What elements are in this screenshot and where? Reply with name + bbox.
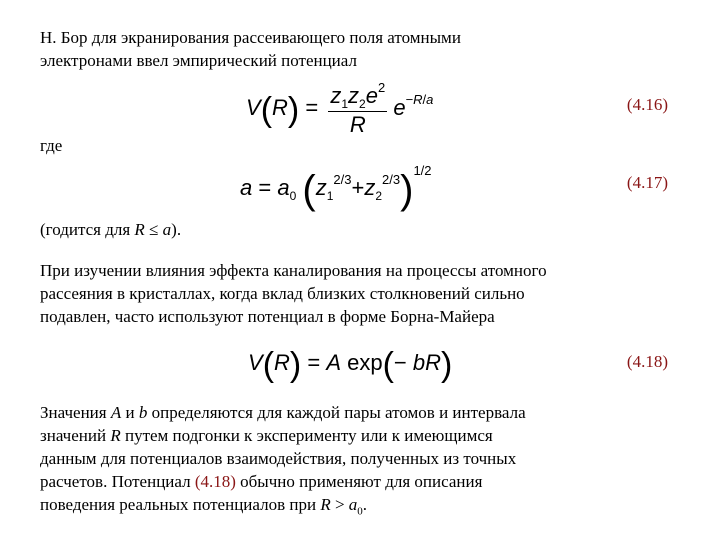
validity-note	[40, 218, 181, 241]
parameters-line-5: поведения реальных потенциалов при $R > a_0$.	[40, 495, 368, 518]
validity-var-R: R	[134, 220, 145, 239]
validity-le: ≤	[144, 220, 163, 239]
equation-reference-4-18[interactable]: (4.18)	[194, 472, 236, 491]
intro-line-2: электронами ввел эмпирический потенциал	[40, 51, 357, 70]
eq-4-16-fraction	[328, 80, 387, 138]
validity-var-a: a	[162, 220, 172, 239]
where-label: где	[40, 136, 63, 155]
equation-4-16	[246, 80, 433, 138]
parameters-line-2: значений R путем подгонки к эксперименту или к имеющимся	[40, 426, 493, 445]
validity-note-open: (годится для	[40, 220, 135, 239]
eq-4-16-lhs: V(R) =	[246, 90, 319, 129]
channeling-line-3: подавлен, часто используют потенциал в форме Борна-Майера	[40, 307, 495, 326]
equation-number-4-17: (4.17)	[626, 173, 668, 192]
channeling-line-2: рассеяния в кристаллах, когда вклад близких столкновений сильно	[40, 284, 525, 303]
eq-4-16-denominator: R	[349, 112, 366, 137]
parameters-line-3: данным для потенциалов взаимодействия, полученных из точных	[40, 449, 517, 468]
parameters-line-1: Значения A и b определяются для каждой пары атомов и интервала	[40, 403, 526, 422]
validity-note-close: ).	[171, 220, 182, 239]
intro-paragraph	[40, 26, 461, 72]
equation-number-4-16: (4.16)	[626, 95, 668, 114]
channeling-line-1: При изучении влияния эффекта каналирования на процессы атомного	[40, 261, 547, 280]
eq-4-16-numerator: $z_1z_2e^2$	[330, 80, 386, 111]
parameters-line-4: расчетов. Потенциал (4.18) обычно применяют для описания	[40, 472, 483, 491]
equation-number-4-18: (4.18)	[626, 352, 668, 371]
parameters-paragraph	[40, 401, 526, 523]
channeling-paragraph	[40, 259, 547, 328]
equation-4-17: $a = a_0$ $(z_1^{2/3}+z_2^{2/3})^{1/2}$	[240, 163, 432, 212]
equation-4-18: V(R) = A exp(− bR)	[248, 346, 453, 384]
eq-4-16-exponential: $e^{-R/a}$	[393, 91, 434, 120]
intro-line-1: Н. Бор для экранирования рассеивающего поля атомными	[40, 28, 461, 47]
